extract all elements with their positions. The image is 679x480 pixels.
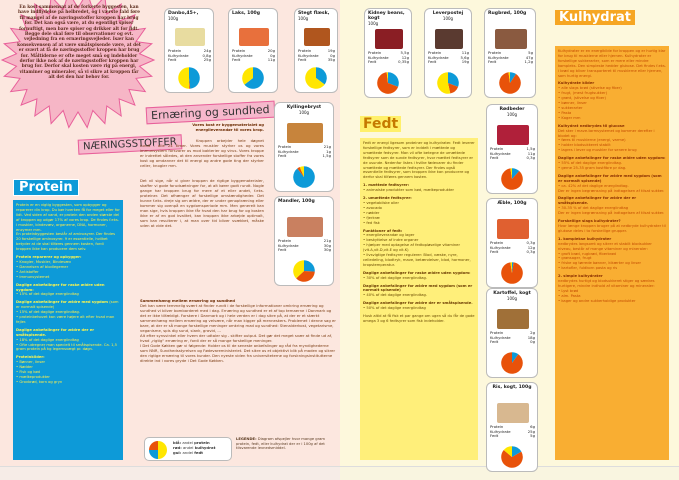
nutrition-table	[168, 49, 211, 63]
kul-h8: 2. simple kulhydrater	[558, 274, 603, 279]
kul-l2	[558, 138, 666, 153]
food-photo	[497, 403, 528, 423]
nutrient-pie	[500, 351, 524, 375]
label-fedt: Fedt	[490, 339, 499, 345]
label-protein: Protein	[168, 47, 182, 53]
value-protein: 5g	[528, 50, 533, 56]
article-p5: I Det Gode Køkken gør vi følgende: Holder os til de seneste anbefalinger og råd fra myndighederne som NNR, Sundhedsstyrelsen og Fødevareministeriet. Det sikre os et objektivt blik på maden og sikrer den rigtige ernæring til vores kunder. Den nyeste viden fra universiteterne og forskningsinstitutterne direkte ind i vores gryde i Det Gode Køkken.	[140, 343, 336, 363]
list-item: • 40% af det daglige energiindtag.	[363, 293, 475, 298]
nutrient-pie	[292, 259, 316, 283]
kul-h6: Forskellige slags kulhydrater?	[558, 219, 621, 224]
food-name: Kartoffel, kogt	[493, 291, 531, 296]
legend-text: Diagram afspejler hvor mange gram protein, fedt, eller kulhydrat der er i 100g af det tilsvarende levnedsmiddel.	[236, 437, 325, 451]
list-item: • Ofte udregner man specielt til småtspisende. Ca. 1,5 gram protein på kg legemsvægt pr. døgn.	[16, 343, 120, 353]
list-item: • grønt, (stivelse og fiber)	[558, 96, 666, 101]
food-name: Kidney beans, kogt	[368, 11, 405, 21]
list-item: • 55% af det daglige energiindtag.	[558, 161, 666, 166]
food-photo	[497, 125, 528, 145]
food-card	[486, 288, 538, 378]
fedt-h5: Daglige anbefalinger for ældre med sygdom (som er normalt spisende)	[363, 283, 473, 293]
label-fedt: Fedt	[488, 59, 497, 65]
list-item: • vegetabilske olier	[363, 201, 475, 206]
list-item: • hjælper med optagelse af fedtopløselige vitaminer (vit.A,vit.D,vit.E og vit.K)	[363, 243, 475, 253]
value-kulhydrat: 25g	[527, 428, 535, 434]
label-kulhydrat: Kulhydrate	[490, 428, 511, 434]
list-item: • ca. 42% af det daglige energiindtag.	[558, 184, 666, 189]
kul-p4: Der er ingen begrænsning på indtagelsen af tilsat sukker.	[558, 188, 665, 193]
label-kulhydrat: Kulhydrate	[488, 54, 509, 60]
list-item: • bønner, linser	[558, 101, 666, 106]
label-protein: Protein	[490, 146, 504, 152]
food-card	[424, 8, 472, 98]
nutrition-table	[298, 49, 335, 63]
list-item: • gerne 25-35 gram kostfibre pr dag.	[558, 166, 666, 171]
list-item: • groft brød, rugbrød, fiberbrød	[558, 252, 666, 257]
value-fedt: 0,3g	[526, 249, 535, 255]
label-protein: Protein	[490, 330, 504, 336]
protein-list-sources	[16, 360, 120, 385]
fedt-h4: Daglige anbefalinger for raske ældre uden sygdom:	[363, 270, 471, 275]
fedt-title: Fedt	[360, 116, 401, 132]
food-card	[486, 198, 538, 288]
legend-slice-fedt	[158, 441, 167, 459]
label-protein: Protein	[278, 238, 292, 244]
label-protein: Protein	[490, 424, 504, 430]
label-protein: Protein	[428, 50, 442, 56]
value-kulhydrat: 47g	[525, 54, 533, 60]
kulhydrat-panel	[555, 46, 669, 460]
fedt-h1: 1. mættede fedtsyrer:	[363, 183, 410, 188]
food-name: Æble, 100g	[497, 201, 527, 206]
nutrition-table	[490, 147, 535, 161]
label-kulhydrat: Kulhydrate	[298, 52, 319, 58]
list-item: • energileverandør og lager	[363, 233, 475, 238]
list-item: • mælkeprodukter	[16, 375, 120, 380]
protein-intro: Protein er en vigtig byggesten, som opbygger og reparerer din krop. Du bør hverken få for meget eller for lidt. Ved siden af vand, er protein den anden største del af kroppen og udgør 17% af vores krop. De findes f.eks. i muskler, bindevæv, organerne, DNA, hormoner, enzymer mm.	[16, 203, 120, 232]
nutrition-table	[368, 51, 409, 65]
list-item: • føres til musklerne (energi, varme)	[558, 138, 666, 143]
food-name: Stegt flæsk,	[298, 11, 330, 16]
label-fedt: Fedt	[490, 249, 499, 255]
legend-row-yellow: gul: andel fedt	[173, 449, 203, 455]
list-item: • 30% af det daglige energiindtag.	[363, 276, 475, 281]
food-card	[274, 102, 334, 192]
article-p2: Det vil sige, når vi giver kroppen de rigtige byggematerialer, skaffer vi gode forudsætninger for, at alt kører godt rundt. Nogle gange har kroppen brug for mere af et eller andet, f.eks. proteiner. Det afhænger af forskellige omstændigheder. Det kunne f.eks. dreje sig om ældre, der er under genoptræning eller kommer sig ovenpå en sygdomsperiode mm. Men generelt kan man sige, hvis kroppen ikke får hvad den har brug for og kosten ikke er af en god kvalitet, kan kroppen ikke arbejde optimalt, som kan resulterer i, at man over tid bliver svækket, måske uden at vide det.	[140, 178, 264, 228]
label-protein: Protein	[488, 50, 502, 56]
value-fedt: 0,3g	[526, 155, 535, 161]
value-kulhydrat: 5,6g	[460, 54, 469, 60]
label-fedt: Fedt	[428, 59, 437, 65]
fedt-l3	[363, 233, 475, 267]
label-kulhydrat: Kulhydrate	[428, 54, 449, 60]
nutrient-pie	[498, 71, 522, 95]
article-p4: Alt efter synsvinkel eller hvem der udtaler sig - skifter output. Det gør det meget svær at finde ud af, hvad „rigtig" ernæring er, fordi der er så mange forskellige meninger.	[140, 333, 333, 343]
protein-list-repairs	[16, 260, 120, 280]
value-fedt: 30g	[323, 247, 331, 253]
list-item: • alm. Pasta	[558, 294, 666, 299]
protein-title: Protein	[13, 179, 79, 196]
label-fedt: Fedt	[168, 57, 177, 63]
list-item: • Antistoffer	[16, 270, 120, 275]
nutrient-pie	[241, 66, 265, 90]
value-protein: 21g	[323, 238, 331, 244]
food-card	[484, 8, 536, 98]
nutrition-table	[490, 241, 535, 255]
list-item: • fed fisk	[363, 221, 475, 226]
label-fedt: Fedt	[298, 57, 307, 63]
label-kulhydrat: Kulhydrate	[490, 334, 511, 340]
kul-intro: Kulhydrater er en energikilde for kroppen og er hurtig klar for brug til musklerne eller hjernen. Kulhydrater er forskellige sukkerarter, som er mere eller mindre kompleks. Den simpleste hedder glukose. Det findes f.eks. i brød og bliver transporteret til musklerne eller hjernen, som hurtig energi.	[558, 49, 667, 78]
value-kulhydrat: 0g	[330, 52, 335, 58]
food-card	[164, 8, 214, 93]
label-protein: Protein	[298, 47, 312, 53]
food-name: Ris, kogt, 100g	[492, 385, 532, 390]
list-item: • Fisk og kød	[16, 370, 120, 375]
list-item: • Grovbrød, korn og gryn	[16, 380, 120, 385]
nutrient-pie	[292, 165, 316, 189]
article-h2: Sammenhæng mellem ernæring og sundhed	[140, 298, 235, 303]
value-protein: 2g	[530, 330, 535, 336]
food-name: Danbo,45+,	[168, 11, 199, 16]
value-fedt: 35g	[327, 57, 335, 63]
protein-heading-sick-note: (som er normalt spisende)	[16, 300, 119, 310]
protein-list-sick	[16, 310, 120, 325]
article-lead	[192, 122, 264, 132]
label-fedt: Fedt	[490, 433, 499, 439]
kul-l3	[558, 161, 666, 171]
value-protein: 6g	[530, 424, 535, 430]
legend-note	[236, 437, 332, 451]
list-item: • holder blodsukkeret stabilt	[558, 143, 666, 148]
kul-l1	[558, 86, 666, 120]
fedt-tip: Husk altid at få fisk et par gange om ugen så du får de gode omega 3 og 6 fedtsyrer som fisk indeholder.	[363, 314, 475, 323]
food-photo	[497, 309, 528, 329]
label-protein: Protein	[232, 47, 246, 53]
value-protein: 1,5g	[526, 146, 535, 152]
food-name: Leverpostej	[432, 11, 464, 16]
list-item: • 15% af det daglige energiindtag.	[16, 310, 120, 315]
value-fedt: 1,5g	[322, 153, 331, 159]
value-fedt: 19g	[461, 59, 469, 65]
kul-h3: Daglige anbefalinger for raske ældre uden sygdom:	[558, 156, 666, 161]
fedt-h2: 2. umættede fedtsyrer:	[363, 196, 412, 201]
food-unit: 100g	[298, 110, 310, 115]
list-item: • Knogler, Muskler, Bindevæv	[16, 260, 120, 265]
nutrition-table	[488, 51, 533, 65]
left-page-footer	[0, 466, 340, 480]
pie-slice-protein	[189, 67, 200, 89]
pie-slice-protein	[304, 260, 315, 271]
label-kulhydrat: Kulhydrate	[490, 244, 511, 250]
kul-l8	[558, 289, 666, 304]
label-kulhydrat: Kulhydrate	[368, 54, 389, 60]
value-fedt: 25g	[203, 57, 211, 63]
value-protein: 11g	[461, 50, 469, 56]
legend-title: LEGENDE:	[236, 437, 257, 441]
value-fedt: 0,35g	[398, 59, 409, 65]
list-item: • beskyttelse af indre organer	[363, 238, 475, 243]
list-item: • Lyst brød	[558, 289, 666, 294]
label-fedt: Fedt	[278, 247, 287, 253]
list-item: • avocado	[363, 206, 475, 211]
value-kulhydrat: 30g	[323, 242, 331, 248]
list-item: • 15% af det daglige energiindtag	[16, 292, 120, 297]
food-photo	[375, 29, 404, 49]
intro-text: En kost sammensat af de forkerte byggesten, kan have indflydelse på helbredet, og i værste fald føre til mangel af de næringsstoffer kroppen har brug for. Det kan også være, at du egentligt spiser fornuftigt, men bare spiser og drikker alt for lidt. Begge dele skal føre til observationer og evt. vejledning fra en ernæringsvejleder. Især kan konsekvensen af at være småtspisende være, at det er svært at få de næringsstoffer kroppen har brug for. Måltiderne er ofte meget små og indeholder derfor ikke nok af de næringsstoffer kroppen har brug for. Derfor skal kosten være rig på energi, vitaminer og mineraler, så vi sikre at kroppen får alt det den har behov for.	[17, 5, 141, 81]
nutrient-pie	[500, 261, 524, 285]
label-kulhydrat: Kulhydrate	[278, 242, 299, 248]
kul-p8: nedbrydes hurtigt og blodsukkeret stiger og sænkes hurtigere, mindre indhold af vitaminer og mineraler:	[558, 279, 655, 288]
legend-row-red: rød: andel kulhydrat	[173, 444, 216, 450]
value-protein: 24g	[203, 47, 211, 53]
kul-l7	[558, 252, 666, 272]
list-item: • proteinbehovet kan være højere alt efter hvad man fejler.	[16, 315, 120, 325]
food-name: Rugbrød, 100g	[488, 11, 527, 16]
pie-slice-protein	[293, 166, 315, 188]
food-card	[486, 104, 538, 194]
list-item: • fjerkræ	[363, 216, 475, 221]
label-kulhydrat: Kulhydrate	[490, 150, 511, 156]
food-name: Kyllingebryst	[286, 105, 322, 110]
food-photo	[239, 28, 269, 47]
list-item: • friske og tørrede bønner, kikærter og linser	[558, 261, 666, 266]
kul-p5: Der er ingen begrænsning på indtagelsen af tilsat sukker.	[558, 211, 665, 216]
value-fedt: 1,2g	[524, 59, 533, 65]
label-kulhydrat: Kulhydrate	[168, 52, 189, 58]
main-heading: Ernæring og sundhed	[146, 101, 275, 125]
list-item: • 18% af det daglige energiindtag	[16, 338, 120, 343]
kul-p2: Det sker i mave-tarmsystemet og kommer derefter i blodet og:	[558, 128, 655, 138]
kul-h1: Kulhydrate kilder	[558, 81, 595, 86]
food-photo	[497, 219, 528, 239]
value-kulhydrat: 1g	[326, 148, 331, 154]
protein-heading-repairs: Protein reparerer og opbygger:	[16, 255, 82, 260]
food-photo	[435, 29, 464, 49]
legend-slice-protein	[149, 450, 158, 459]
article-section	[140, 298, 336, 363]
fedt-panel	[360, 138, 478, 460]
fedt-h6: Daglige anbefalinger for ældre der er småtspisende.	[363, 301, 473, 306]
article-lead-text: Vores kost er byggematerialet og energileverandør til vores krop.	[192, 122, 264, 132]
list-item: • alle slags brød (stivelse og fiber)	[558, 86, 666, 91]
food-name: Laks, 100g	[232, 11, 261, 16]
fedt-h3: Funktioner af fedt:	[363, 228, 403, 233]
pie-slice-fedt	[178, 67, 189, 89]
protein-heading-healthy: Daglige anbefalinger for raske ældre uden sygdom:	[16, 282, 105, 292]
food-card	[228, 8, 278, 93]
value-kulhydrat: 11g	[527, 150, 535, 156]
food-card	[364, 8, 412, 98]
nutrition-table	[490, 425, 535, 439]
protein-panel	[13, 200, 123, 460]
food-unit: 100g	[442, 16, 454, 21]
food-card	[294, 8, 338, 93]
food-photo	[175, 28, 205, 47]
article-p1: Kroppen arbejder hele døgnet rundt - alle 24 timer. Vores muskler styrker os og vores immunsystem forsvarer os mod bakterier og virus. Vores kroppe er indrettet således, at den anvender forskellige stoffer fra vores kost og omdanner det til energi og andre gode ting der styrker celler, knogler mm.	[140, 138, 264, 168]
nutrient-pie	[500, 167, 524, 191]
value-kulhydrat: 12g	[527, 244, 535, 250]
fedt-l2	[363, 201, 475, 226]
label-fedt: Fedt	[232, 57, 241, 63]
kulhydrat-title: Kulhydrat	[555, 10, 635, 25]
nutrient-pie	[304, 66, 328, 90]
label-fedt: Fedt	[278, 153, 287, 159]
value-kulhydrat: 12g	[401, 54, 409, 60]
nutrition-table	[278, 145, 331, 159]
label-protein: Protein	[278, 144, 292, 150]
nutrition-table	[428, 51, 469, 65]
sub-heading: NÆRINGSSTOFFER	[78, 134, 182, 154]
value-fedt: 0g	[530, 339, 535, 345]
label-fedt: Fedt	[368, 59, 377, 65]
value-fedt: 5g	[530, 433, 535, 439]
food-name: Rødbeder	[499, 107, 525, 112]
list-item: • grønsager, frugt	[558, 256, 666, 261]
value-protein: 19g	[327, 47, 335, 53]
protein-heading-small: Daglige anbefalinger for ældre der er småtspisende.	[16, 327, 95, 337]
label-kulhydrat: Kulhydrate	[278, 148, 299, 154]
label-kulhydrat: Kulhydrate	[232, 52, 253, 58]
kul-h5: Daglige anbefalinger for ældre der er småtspisende.	[558, 196, 637, 206]
value-protein: 20g	[267, 47, 275, 53]
list-item: • Nødder	[16, 365, 120, 370]
legend-row-blue: blå: andel protein	[173, 440, 210, 445]
protein-aminoacids: En proteinbyggesten består af aminosyrer. Der findes 20 forskellige aminosyrer. 9 er essentielle, hvilket betyder at de skal tilføres gennem kosten, fordi kroppen ikke kan producere dem selv.	[16, 232, 116, 252]
list-item: • animalske produkter som kød, mælkeprodukter	[363, 188, 475, 193]
food-card	[274, 196, 334, 286]
food-unit: 100g	[506, 112, 518, 117]
food-unit: 100g	[368, 21, 379, 26]
value-kulhydrat: 18g	[527, 334, 535, 340]
food-card	[486, 382, 538, 472]
list-item: • Bønner, linser	[16, 360, 120, 365]
value-protein: 0,3g	[526, 240, 535, 246]
value-kulhydrat: 0,8g	[202, 52, 211, 58]
nutrient-pie	[177, 66, 201, 90]
list-item: • kager og andre sukkerholdige produkter	[558, 299, 666, 304]
list-item: • Immunsystemet	[16, 275, 120, 280]
legend-pie	[148, 440, 168, 460]
label-fedt: Fedt	[490, 155, 499, 161]
food-photo	[304, 28, 330, 47]
list-item: • Dannelsen af blodlegemer	[16, 265, 120, 270]
nutrition-table	[490, 331, 535, 345]
kul-h2: Kulhydrat nedbrydes til glucose	[558, 123, 625, 128]
legend-slice-kulhydrat	[149, 441, 158, 450]
food-unit: 100g	[506, 296, 518, 301]
legend-card	[144, 437, 232, 461]
list-item: • livsvigtige fedtsyrer regulerer: Blod, væske, nyre, celledeling, blodtryk, mave, betændelser, blod, hormoner, kropstemperatur.	[363, 253, 475, 268]
protein-heading-sources: Proteinkilder:	[16, 355, 45, 360]
list-item: • 50% af det daglige energiindtag	[363, 306, 475, 311]
protein-heading-sick: Daglige anbefalinger for ældre med sygdom	[16, 300, 109, 305]
value-protein: 21g	[323, 144, 331, 150]
kul-p7: nedbrydes langsomt og sikrer et stabilt blodsukker niveau, består af mange vitaminer og mineraler:	[558, 241, 652, 251]
pie-slice-kulhydrat	[501, 352, 523, 374]
label-protein: Protein	[490, 240, 504, 246]
food-photo	[287, 217, 323, 237]
kul-h4: Daglige anbefalinger for ældre med sygdom (som er normalt spisende)	[558, 173, 662, 183]
value-fedt: 11g	[267, 57, 275, 63]
value-kulhydrat: 0g	[270, 52, 275, 58]
list-item: • kartofler, fuldkorn pasta og ris	[558, 266, 666, 271]
kul-h7: 1. komplekse kulhydrater	[558, 236, 612, 241]
nutrition-table	[278, 239, 331, 253]
nutrition-table	[232, 49, 275, 63]
value-protein: 5,5g	[400, 50, 409, 56]
food-unit: 100g	[298, 16, 309, 21]
protein-list-small	[16, 338, 120, 353]
list-item: • Kager mm	[558, 116, 666, 121]
list-item: • frugt, (mest frugtsukker)	[558, 91, 666, 96]
food-unit: 100g	[168, 16, 179, 21]
list-item: • 30-35 % af det daglige energiindtag	[558, 206, 666, 211]
list-item: • Pasta	[558, 111, 666, 116]
label-protein: Protein	[368, 50, 382, 56]
food-photo	[287, 123, 323, 143]
list-item: • nødder	[363, 211, 475, 216]
fedt-intro: Fedt er energi ligesom proteiner og kulhydrater. Fedt leverer forskellige fedtsyrer, som er inddelt i mættede og umættede fedsyrer. Man vil ofte betegne de umættede fedtsyrer som de sunde fedtsyrer, hvor mættet fedtsyrer er de usunde. Nedenfor listes i hvilke fødevarer du finder umættede og mættede fedtsyrer. Der findes også essentielle fedtsyrer, som kroppen ikke kan producere og derfor skal tilføres gennem kosten.	[363, 141, 475, 180]
kul-p6: Hvor længe kroppen bruger på at nedbryde kulhydrater til glukose deles i to forskellige grupper.	[558, 224, 666, 233]
nutrient-pie	[376, 71, 400, 95]
article-p3: Det kan være temmelig svært at finder rundt i de forskellige informationer omkring ernæring og sundhed vi bliver bombarderet med i dag. Ernæring og sundhed er et af top temaerne i Danmark og det er ikke tilfældigt. Forskere i Danmark og i hele verden er i dag sikre på, at der er et stærkt sammenhæng mellem ernæring og velvære, når man kigger på menneskers. Problemet i denne sag er bare, at der er så mange forskellige meninger omkring mad og sundhed: Stenalderkost, vegetarisme, veganisme, spis dig sund, slank, gravid, ...	[140, 303, 336, 333]
list-item: • sukkerarter	[558, 106, 666, 111]
nutrient-pie	[500, 445, 524, 469]
nutrient-pie	[436, 71, 460, 95]
food-photo	[495, 29, 526, 49]
list-item: • lagres i lever og muskler for senere brug	[558, 148, 666, 153]
food-name: Mandler, 100g	[278, 199, 315, 204]
